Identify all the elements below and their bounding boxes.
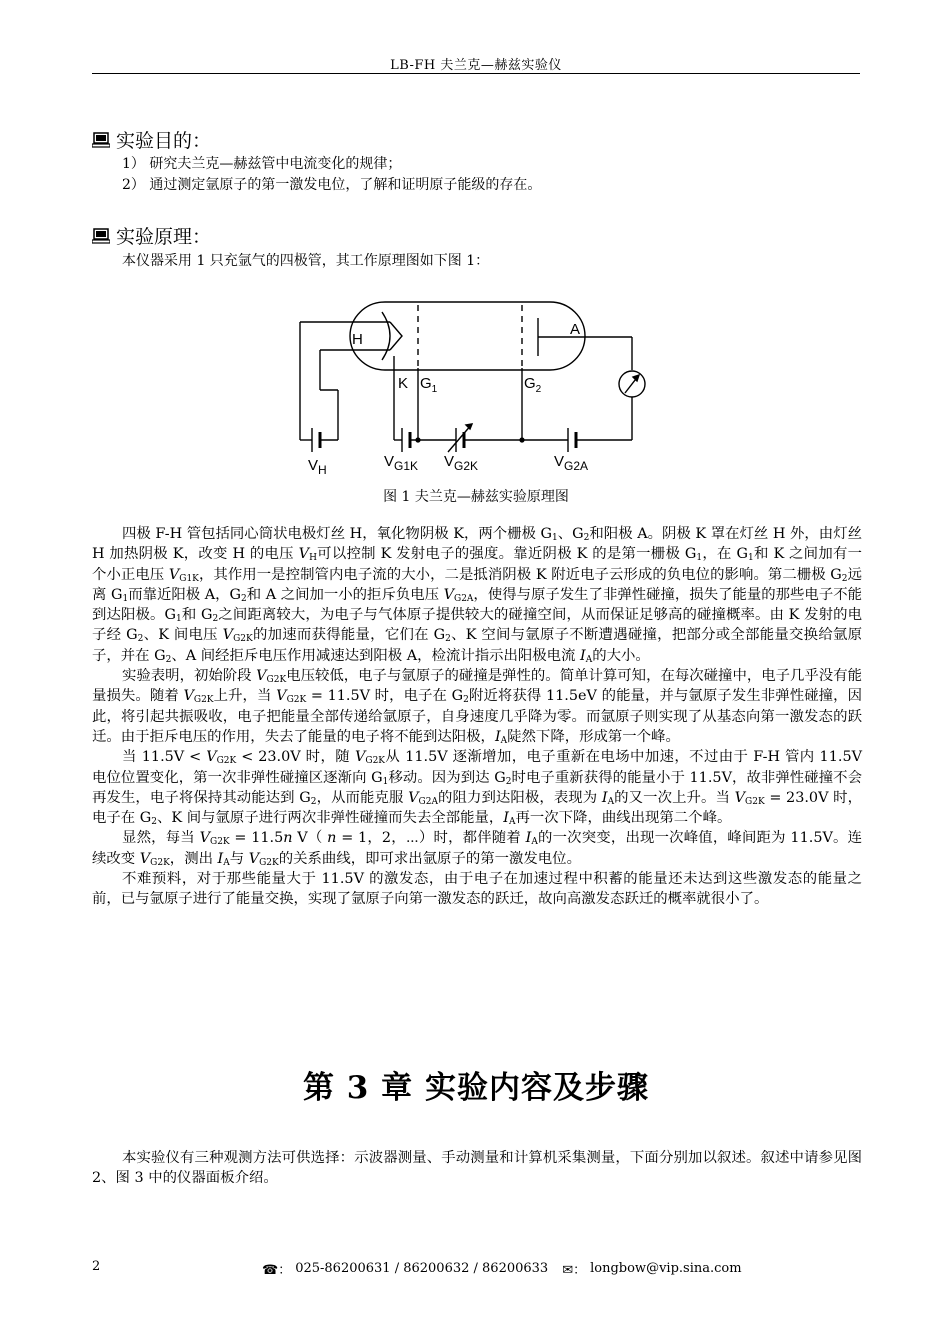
paragraph: 四极 F-H 管包括同心筒状电极灯丝 H，氧化物阴极 K，两个栅极 $G_1$、$G_2$和阳极 A。阴极 K 罩在灯丝 H 外，由灯丝 H 加热阴极 K，改变 H 的电压 $V_H$可以控制 K 发射电子的强度。靠近阴极 K 的是第一栅极 $G_1$，在 $G_1$和 K 之间加有一个小正电压 $V_{G1K}$，其作用一是控制管内电子流的大小，二是抵消阴极 K 附近电子云形成的负电位的影响。第二栅极 $G_2$远离 $G_1$而靠近阳极 A，$G_2$和 A 之间加一小的拒斥负电压 $V_{G2A}$，使得与原子发生了非弹性碰撞，损失了能量的那些电子不能到达阳极。$G_1$和 $G_2$之间距离较大，为电子与气体原子提供较大的碰撞空间，从而保证足够高的碰撞概率。由 K 发射的电子经 $G_2$、K 间电压 $V_{G2K}$的加速而获得能量，它们在 $G_2$、K 空间与氩原子不断遭遇碰撞，把部分或全部能量交换给氩原子，并在 $G_2$、A 间经拒斥电压作用减速达到阳极 A，检流计指示出阳极电流 $I_A$的大小。 — [92, 526, 863, 665]
label-h: H — [352, 331, 363, 348]
label-vh: $V_H$ — [308, 457, 327, 477]
phone-number: 025-86200631 / 86200632 / 86200633 — [295, 1261, 549, 1276]
tube-outline — [350, 302, 585, 370]
chapter-title: 第 3 章 实验内容及步骤 — [303, 1070, 649, 1106]
franck-hertz-circuit-diagram — [290, 300, 670, 480]
email-address[interactable]: longbow@vip.sina.com — [590, 1261, 742, 1276]
figure-caption: 图 1 夫兰克—赫兹实验原理图 — [383, 489, 569, 505]
computer-icon — [92, 228, 110, 244]
principle-body — [92, 524, 862, 910]
junction-dot — [519, 437, 524, 442]
section-title-text: 实验目的： — [116, 130, 212, 152]
label-k: K — [398, 375, 409, 392]
mail-icon: ✉： — [562, 1263, 587, 1278]
cathode-k — [382, 312, 390, 360]
computer-icon — [92, 132, 110, 148]
paragraph: 不难预料，对于那些能量大于 11.5V 的激发态，由于电子在加速过程中积蓄的能量还未达到这些激发态的能量之前，已与氩原子进行了能量交换，实现了氩原子向第一激发态的跃迁，故向高激发态跃迁的概率就很小了。 — [92, 871, 862, 908]
section-title-text: 实验原理： — [116, 226, 212, 248]
page-number: 2 — [92, 1259, 101, 1274]
label-g2: $G_2$ — [524, 375, 542, 395]
chapter-intro: 本实验仪有三种观测方法可供选择：示波器测量、手动测量和计算机采集测量，下面分别加以叙述。叙述中请参见图 2、图 3 中的仪器面板介绍。 — [92, 1150, 862, 1187]
filament-h — [390, 322, 402, 350]
phone-icon: ☎： — [262, 1263, 292, 1278]
paragraph: 当 $11.5V < V_{G2K} < 23.0V$ 时，随 $V_{G2K}$从 11.5V 逐渐增加，电子重新在电场中加速，不过由于 F-H 管内 11.5V 电位位置变化，第一次非弹性碰撞区逐渐向 $G_1$移动。因为到达 $G_2$时电子重新获得的能量小于 11.5V，故非弹性碰撞不会再发生，电子将保持其动能达到 $G_2$，从而能克服 $V_{G2A}$的阻力到达阳极，表现为 $I_A$的又一次上升。当 $V_{G2K} = 23.0V$ 时，电子在 $G_2$、K 间与氩原子进行两次非弹性碰撞而失去全部能量，$I_A$再一次下降，曲线出现第二个峰。 — [92, 749, 863, 828]
label-vg2a: $V_{G2A}$ — [554, 453, 589, 473]
paragraph: 实验表明，初始阶段 $V_{G2K}$电压较低，电子与氩原子的碰撞是弹性的。简单计算可知，在每次碰撞中，电子几乎没有能量损失。随着 $V_{G2K}$上升，当 $V_{G2K} = 11.5V$ 时，电子在 $G_2$附近将获得 11.5eV 的能量，并与氩原子发生非弹性碰撞，因此，将引起共振吸收，电子把能量全部传递给氩原子，自身速度几乎降为零。而氩原子则实现了从基态向第一激发态的跃迁。由于拒斥电压的作用，失去了能量的电子将不能到达阳极，$I_A$陡然下降，形成第一个峰。 — [92, 668, 862, 746]
label-vg2k: $V_{G2K}$ — [444, 453, 479, 473]
paragraph: 显然，每当 $V_{G2K} = 11.5n$ V（ n = 1，2，⋯）时，都伴随着 $I_A$的一次突变，出现一次峰值，峰间距为 11.5V。连续改变 $V_{G2K}$，测出 $I_A$与 $V_{G2K}$的关系曲线，即可求出氩原子的第一激发电位。 — [92, 830, 863, 868]
label-g1: $G_1$ — [420, 375, 438, 395]
principle-intro: 本仪器采用 1 只充氩气的四极管，其工作原理图如下图 1： — [122, 253, 490, 269]
header-rule — [92, 73, 860, 74]
junction-dot — [415, 437, 420, 442]
section-title-principle — [92, 222, 211, 249]
footer-contact — [262, 1259, 742, 1278]
purpose-item-1: 1） 研究夫兰克—赫兹管中电流变化的规律； — [122, 156, 402, 172]
label-a: A — [570, 321, 581, 338]
purpose-item-2: 2） 通过测定氩原子的第一激发电位，了解和证明原子能级的存在。 — [122, 177, 542, 193]
page-header: LB-FH 夫兰克—赫兹实验仪 — [390, 58, 562, 73]
label-vg1k: $V_{G1K}$ — [384, 453, 419, 473]
section-title-purpose — [92, 126, 211, 153]
chapter-body — [92, 1148, 862, 1189]
